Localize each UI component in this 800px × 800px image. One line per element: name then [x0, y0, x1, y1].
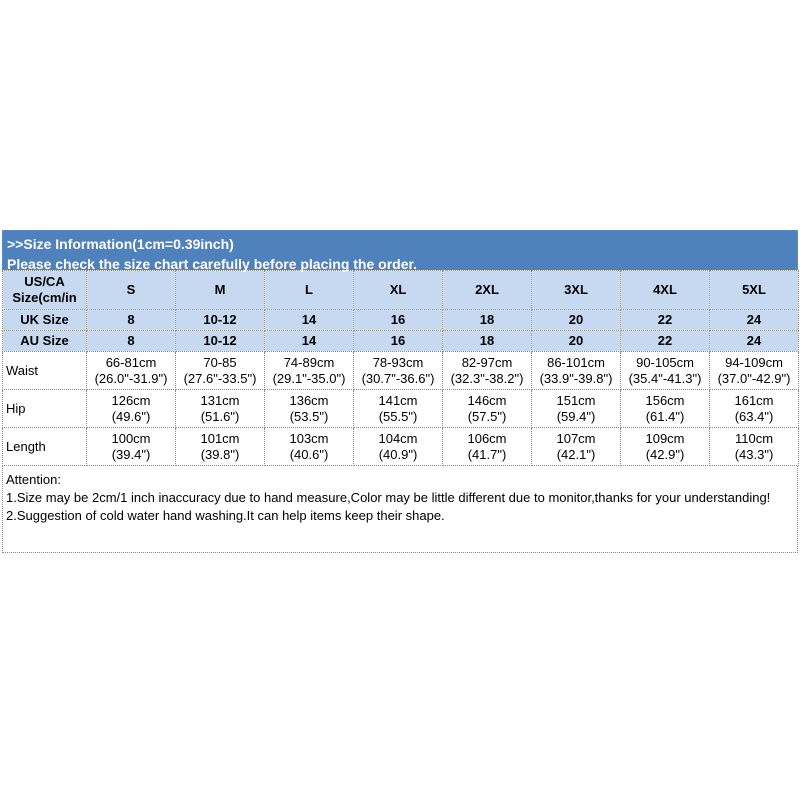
waist-label: Waist: [3, 352, 87, 390]
measure-cell: 126cm (49.6"): [87, 390, 176, 428]
measure-cell: 86-101cm (33.9"-39.8"): [532, 352, 621, 390]
size-table: [2, 270, 799, 466]
size-cell: M: [176, 271, 265, 310]
au-size-label: AU Size: [3, 331, 87, 352]
measure-cell: 156cm (61.4"): [621, 390, 710, 428]
measure-cell: 104cm (40.9"): [354, 428, 443, 466]
uk-size-cell: 8: [87, 310, 176, 331]
uk-size-cell: 18: [443, 310, 532, 331]
measure-cell: 78-93cm (30.7"-36.6"): [354, 352, 443, 390]
size-cell: 4XL: [621, 271, 710, 310]
uk-size-cell: 16: [354, 310, 443, 331]
attention-note-1: 1.Size may be 2cm/1 inch inaccuracy due to hand measure,Color may be little different due to monitor,thanks for your understanding!: [6, 490, 771, 505]
uk-size-cell: 14: [265, 310, 354, 331]
measure-cell: 107cm (42.1"): [532, 428, 621, 466]
measure-cell: 106cm (41.7"): [443, 428, 532, 466]
size-cell: XL: [354, 271, 443, 310]
attention-notes: [2, 466, 798, 553]
measure-cell: 90-105cm (35.4"-41.3"): [621, 352, 710, 390]
measure-cell: 103cm (40.6"): [265, 428, 354, 466]
au-size-row: [3, 331, 799, 352]
hip-label: Hip: [3, 390, 87, 428]
attention-note-2: 2.Suggestion of cold water hand washing.It can help items keep their shape.: [6, 508, 445, 523]
measure-cell: 74-89cm (29.1"-35.0"): [265, 352, 354, 390]
size-cell: 2XL: [443, 271, 532, 310]
measure-cell: 70-85 (27.6"-33.5"): [176, 352, 265, 390]
uk-size-label: UK Size: [3, 310, 87, 331]
au-size-cell: 16: [354, 331, 443, 352]
uk-size-cell: 20: [532, 310, 621, 331]
measure-cell: 146cm (57.5"): [443, 390, 532, 428]
measure-cell: 101cm (39.8"): [176, 428, 265, 466]
au-size-cell: 8: [87, 331, 176, 352]
usca-size-label: US/CA Size(cm/in: [3, 271, 87, 310]
au-size-cell: 20: [532, 331, 621, 352]
measure-cell: 66-81cm (26.0"-31.9"): [87, 352, 176, 390]
uk-size-cell: 22: [621, 310, 710, 331]
au-size-cell: 24: [710, 331, 799, 352]
measure-cell: 109cm (42.9"): [621, 428, 710, 466]
au-size-cell: 14: [265, 331, 354, 352]
uk-size-cell: 10-12: [176, 310, 265, 331]
measure-cell: 141cm (55.5"): [354, 390, 443, 428]
waist-row: [3, 352, 799, 390]
measure-cell: 110cm (43.3"): [710, 428, 799, 466]
measure-cell: 82-97cm (32.3"-38.2"): [443, 352, 532, 390]
measure-cell: 100cm (39.4"): [87, 428, 176, 466]
size-cell: L: [265, 271, 354, 310]
measure-cell: 131cm (51.6"): [176, 390, 265, 428]
measure-cell: 151cm (59.4"): [532, 390, 621, 428]
au-size-cell: 22: [621, 331, 710, 352]
measure-cell: 94-109cm (37.0"-42.9"): [710, 352, 799, 390]
au-size-cell: 10-12: [176, 331, 265, 352]
attention-title: Attention:: [6, 472, 61, 487]
length-row: [3, 428, 799, 466]
measure-cell: 161cm (63.4"): [710, 390, 799, 428]
hip-row: [3, 390, 799, 428]
au-size-cell: 18: [443, 331, 532, 352]
size-cell: 5XL: [710, 271, 799, 310]
size-chart: [2, 230, 798, 553]
measure-cell: 136cm (53.5"): [265, 390, 354, 428]
usca-size-row: [3, 271, 799, 310]
size-info-header: [2, 230, 798, 270]
size-info-title: >>Size Information(1cm=0.39inch): [7, 236, 234, 252]
size-cell: S: [87, 271, 176, 310]
size-info-instruction: Please check the size chart carefully before placing the order.: [7, 256, 418, 272]
size-cell: 3XL: [532, 271, 621, 310]
uk-size-row: [3, 310, 799, 331]
uk-size-cell: 24: [710, 310, 799, 331]
length-label: Length: [3, 428, 87, 466]
